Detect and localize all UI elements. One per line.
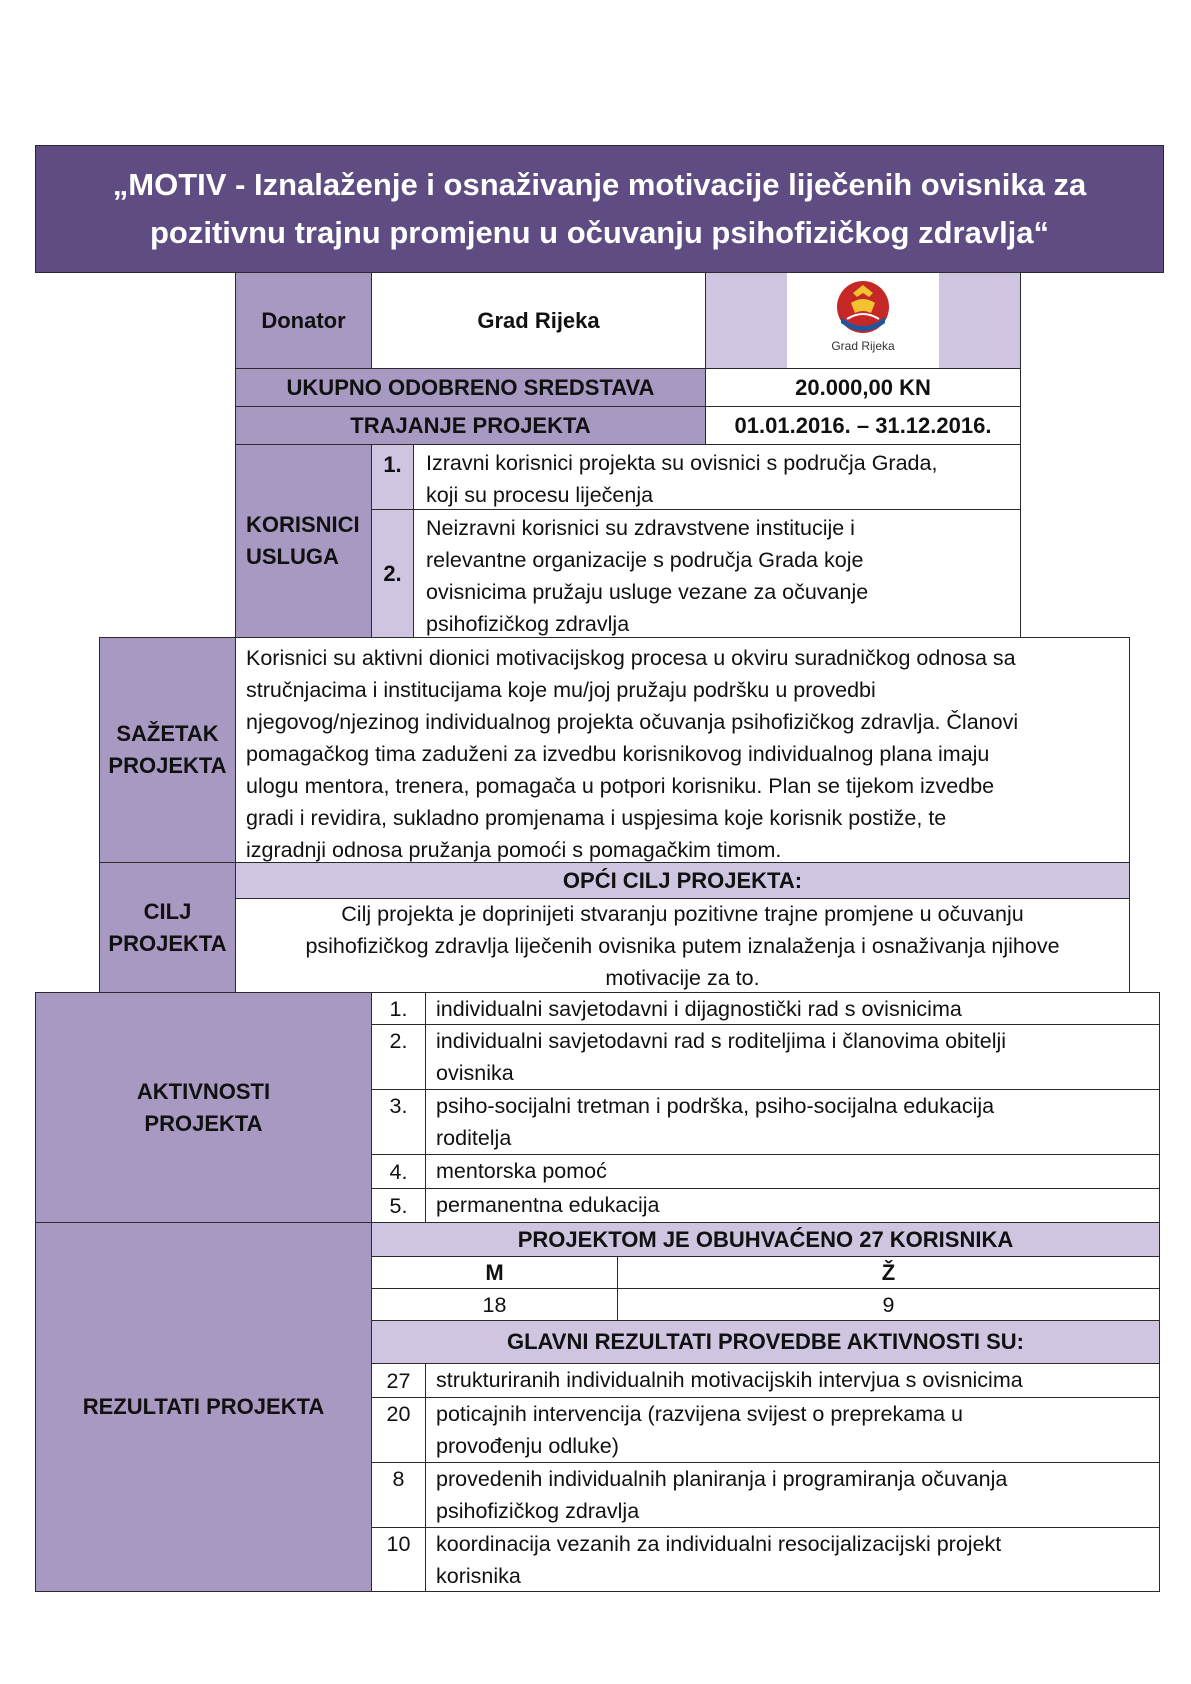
activity-item-3: psiho-socijalni tretman i podrška, psiho-socijalna edukacija roditelja (425, 1089, 1160, 1155)
activities-label-line-2: PROJEKTA (144, 1110, 263, 1136)
summary-label-line-1: SAŽETAK (116, 721, 219, 746)
beneficiaries-label-line-1: KORISNICI (246, 512, 360, 537)
coat-of-arms-icon (787, 273, 939, 337)
funds-value (705, 368, 1021, 407)
beneficiaries-label (235, 444, 372, 638)
summary-text: Korisnici su aktivni dionici motivacijskog procesa u okviru suradničkog odnosa sa stručnjacima i institucijama koje mu/joj pružaju podršku u provedbi njegovog/njezinog individualnog projekta očuvanja psihofizičkog zdravlja. Članovi pomagačkog tima zaduženi za izvedbu korisnikovog individualnog plana imaju ulogu mentora, trenera, pomagača u potpori korisniku. Plan se tijekom izvedbe gradi i revidira, sukladno promjenama i uspjesima koje korisnik postiže, te izgradnji odnosa pružanja pomoći s pomagačkim timom. (235, 637, 1130, 863)
project-title-line-1: „MOTIV - Iznalaženje i osnaživanje motivacije liječenih ovisnika za (112, 167, 1087, 202)
activities-label (35, 992, 372, 1223)
activity-item-5: permanentna edukacija (425, 1188, 1160, 1223)
result-num-2: 20 (371, 1397, 426, 1463)
beneficiary-num-2: 2. (371, 509, 414, 638)
result-item-2: poticajnih intervencija (razvijena svijest o preprekama u provođenju odluke) (425, 1397, 1160, 1463)
duration-value (705, 406, 1021, 445)
activity-num-2: 2. (371, 1024, 426, 1090)
gender-m-value: 18 (371, 1288, 618, 1321)
activity-num-4: 4. (371, 1154, 426, 1189)
donor-value (371, 272, 706, 369)
duration-label (235, 406, 706, 445)
goal-label-line-1: CILJ (143, 898, 192, 924)
beneficiary-num-1: 1. (371, 444, 414, 510)
donor-label (235, 272, 372, 369)
logo-caption: Grad Rijeka (831, 339, 895, 353)
goal-heading: OPĆI CILJ PROJEKTA: (235, 862, 1130, 899)
result-num-4: 10 (371, 1527, 426, 1592)
duration-label-text: TRAJANJE PROJEKTA (350, 412, 591, 438)
activities-label-line-1: AKTIVNOSTI (136, 1078, 271, 1104)
gender-m-label: M (371, 1256, 618, 1289)
activity-item-4: mentorska pomoć (425, 1154, 1160, 1189)
activity-num-3: 3. (371, 1089, 426, 1155)
goal-text: Cilj projekta je doprinijeti stvaranju pozitivne trajne promjene u očuvanju psihofizičkog zdravlja liječenih ovisnika putem iznalaženja i osnaživanja njihove motivacije za to. (235, 898, 1130, 993)
activity-item-2: individualni savjetodavni rad s roditeljima i članovima obitelji ovisnika (425, 1024, 1160, 1090)
activity-num-1: 1. (371, 992, 426, 1025)
summary-label-line-2: PROJEKTA (108, 753, 227, 778)
gender-f-value: 9 (617, 1288, 1160, 1321)
activity-num-5: 5. (371, 1188, 426, 1223)
beneficiary-item-2: Neizravni korisnici su zdravstvene institucije i relevantne organizacije s područja Grada koje ovisnicima pružaju usluge vezane za očuvanje psihofizičkog zdravlja (413, 509, 1021, 638)
results-label: REZULTATI PROJEKTA (35, 1222, 372, 1592)
donor-value-text: Grad Rijeka (477, 307, 600, 333)
main-results-heading: GLAVNI REZULTATI PROVEDBE AKTIVNOSTI SU: (371, 1320, 1160, 1364)
project-title-line-2: pozitivnu trajnu promjenu u očuvanju psihofizičkog zdravlja“ (149, 215, 1050, 250)
funds-label-text: UKUPNO ODOBRENO SREDSTAVA (286, 374, 655, 400)
gender-f-label: Ž (617, 1256, 1160, 1289)
summary-label (99, 637, 236, 863)
funds-label (235, 368, 706, 407)
result-item-4: koordinacija vezanih za individualni resocijalizacijski projekt korisnika (425, 1527, 1160, 1592)
funds-value-text: 20.000,00 KN (795, 374, 931, 400)
grad-rijeka-logo (787, 273, 939, 369)
result-num-1: 27 (371, 1363, 426, 1398)
result-num-3: 8 (371, 1462, 426, 1528)
donor-label-text: Donator (261, 307, 346, 333)
duration-value-text: 01.01.2016. – 31.12.2016. (734, 412, 992, 438)
result-item-1: strukturiranih individualnih motivacijskih intervjua s ovisnicima (425, 1363, 1160, 1398)
beneficiaries-label-line-2: USLUGA (246, 544, 339, 569)
project-title-banner (35, 145, 1164, 273)
activity-item-1: individualni savjetodavni i dijagnostički rad s ovisnicima (425, 992, 1160, 1025)
goal-label (99, 862, 236, 993)
result-item-3: provedenih individualnih planiranja i programiranja očuvanja psihofizičkog zdravlja (425, 1462, 1160, 1528)
goal-label-line-2: PROJEKTA (108, 930, 227, 956)
beneficiary-item-1: Izravni korisnici projekta su ovisnici s područja Grada, koji su procesu liječenja (413, 444, 1021, 510)
coverage-heading: PROJEKTOM JE OBUHVAĆENO 27 KORISNIKA (371, 1222, 1160, 1257)
